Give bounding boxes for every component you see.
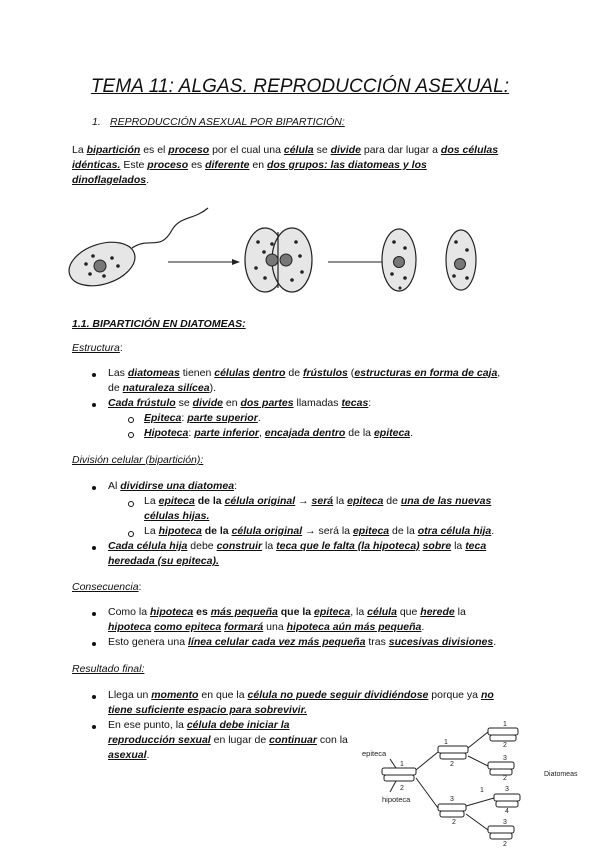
hipoteca-label: hipoteca	[382, 795, 411, 804]
estructura-bullet-1: Las diatomeas tienen células dentro de frústulos (estructuras en forma de caja, de naturaleza silícea).	[108, 367, 501, 394]
diagram-number: 3	[503, 755, 507, 762]
diatom-division-diagram	[360, 712, 600, 848]
diagram-number: 1	[480, 787, 484, 794]
bullet-dot	[92, 725, 96, 729]
estructura-heading: Estructura:	[72, 342, 123, 354]
diagram-number: 3	[505, 786, 509, 793]
intro-line-3: dinoflagelados.	[72, 174, 150, 186]
diagram-number: 4	[505, 808, 509, 815]
consecuencia-heading: Consecuencia:	[72, 581, 142, 593]
diagram-number: 1	[444, 739, 448, 746]
flagellate-cell	[63, 208, 208, 294]
sub-bullet-circle	[128, 417, 134, 423]
intro-paragraph	[72, 143, 532, 188]
section-number: 1.	[92, 116, 101, 128]
estructura-sub-epiteca: Epiteca: parte superior.	[144, 412, 261, 424]
sub-bullet-circle	[128, 432, 134, 438]
estructura-bullet-2: Cada frústulo se divide en dos partes llamadas tecas:	[108, 397, 372, 409]
diagram-number: 2	[503, 775, 507, 782]
intro-line-2: idénticas. Este proceso es diferente en dos grupos: las diatomeas y los	[72, 159, 427, 171]
diagram-number: 3	[450, 796, 454, 803]
section-heading-1	[92, 116, 345, 128]
diagram-number: 2	[450, 761, 454, 768]
bullet-dot	[92, 403, 96, 407]
consecuencia-bullet-1: Como la hipoteca es más pequeña que la epiteca, la célula que herede la hipoteca como epiteca formará una hipoteca aún más pequeña.	[108, 606, 466, 633]
diagram-number: 2	[503, 841, 507, 848]
division-bullet-1: Al dividirse una diatomea:	[108, 480, 237, 492]
estructura-sub-hipoteca: Hipoteca: parte inferior, encajada dentro de la epiteca.	[144, 427, 414, 439]
bullet-dot	[92, 612, 96, 616]
page-title: TEMA 11: ALGAS. REPRODUCCIÓN ASEXUAL:	[90, 76, 510, 97]
diagram-number: 3	[503, 819, 507, 826]
intro-line-1: La bipartición es el proceso por el cual una célula se divide para dar lugar a dos células	[72, 144, 499, 156]
resultado-bullet-1: Llega un momento en que la célula no puede seguir dividiéndose porque ya no tiene suficiente espacio para sobrevivir.	[108, 689, 494, 716]
bullet-dot	[92, 642, 96, 646]
resultado-heading: Resultado final:	[72, 663, 145, 675]
epiteca-label: epiteca	[362, 749, 387, 758]
diatomeas-label: Diatomeas	[544, 771, 578, 778]
sub-bullet-circle	[128, 501, 134, 507]
bipartition-illustration	[60, 200, 500, 310]
division-bullet-2: Cada célula hija debe construir la teca que le falta (la hipoteca) sobre la teca heredada (su epiteca).	[108, 540, 487, 567]
diagram-number: 2	[452, 819, 456, 826]
division-sub-hipoteca: La hipoteca de la célula original → será la epiteca de la otra célula hija.	[144, 525, 495, 537]
section-label: REPRODUCCIÓN ASEXUAL POR BIPARTICIÓN:	[110, 116, 345, 128]
consecuencia-bullet-2: Esto genera una línea celular cada vez más pequeña tras sucesivas divisiones.	[108, 636, 497, 648]
bullet-dot	[92, 695, 96, 699]
bullet-dot	[92, 486, 96, 490]
sub-bullet-circle	[128, 531, 134, 537]
diagram-number: 2	[400, 785, 404, 792]
resultado-bullet-2: En ese punto, la célula debe iniciar la reproducción sexual en lugar de continuar con la asexual.	[108, 719, 348, 761]
diagram-number: 1	[503, 721, 507, 728]
division-sub-epiteca: La epiteca de la célula original → será la epiteca de una de las nuevas células hijas.	[144, 495, 492, 522]
diagram-number: 1	[400, 761, 404, 768]
bullet-dot	[92, 373, 96, 377]
bullet-dot	[92, 546, 96, 550]
diagram-number: 2	[503, 742, 507, 749]
division-heading: División celular (bipartición):	[72, 454, 204, 466]
section-heading-1-1: 1.1. BIPARTICIÓN EN DIATOMEAS:	[72, 318, 246, 330]
